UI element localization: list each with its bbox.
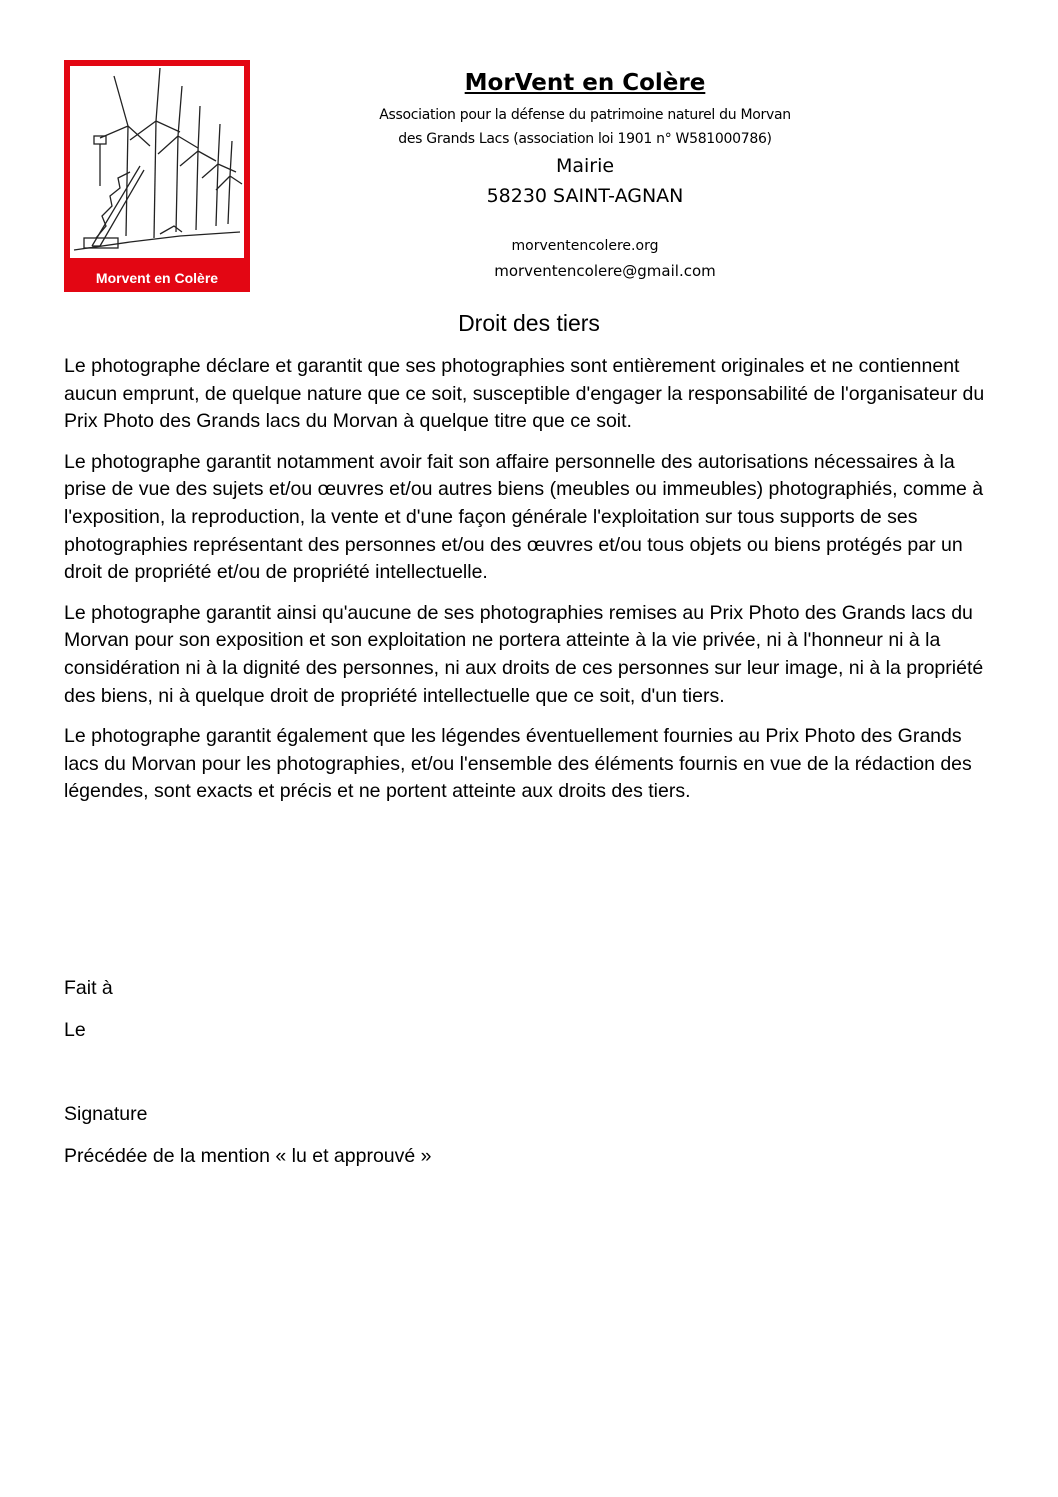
website-link[interactable]: morventencolere.org [511, 238, 659, 254]
date-field-label: Le [64, 1019, 86, 1041]
place-field-label: Fait à [64, 977, 113, 999]
email-link[interactable]: morventencolere@gmail.com [494, 262, 716, 280]
wind-turbines-illustration [70, 66, 244, 258]
organization-description-line1: Association pour la défense du patrimoine naturel du Morvan [379, 107, 791, 123]
association-logo [64, 60, 250, 292]
logo-caption: Morvent en Colère [95, 270, 219, 286]
signature-label: Signature [64, 1103, 148, 1125]
document-title: Droit des tiers [458, 310, 600, 336]
organization-name: MorVent en Colère [464, 70, 706, 96]
organization-description-line2: des Grands Lacs (association loi 1901 n° W581000786) [398, 131, 772, 147]
paragraph: Le photographe garantit également que les légendes éventuellement fournies au Prix Photo des Grands lacs du Morvan pour les photographies, et/ou l'ensemble des éléments fournis en vue de la rédaction des légendes, sont exacts et précis et ne portent atteinte aux droits des tiers. [64, 725, 972, 803]
address-line1: Mairie [555, 155, 615, 177]
signature-mention: Précédée de la mention « lu et approuvé » [64, 1145, 432, 1167]
wind-turbine-icon [70, 66, 244, 258]
document-body [64, 353, 994, 819]
paragraph: Le photographe déclare et garantit que ses photographies sont entièrement originales et ne contiennent aucun emprunt, de quelque nature que ce soit, susceptible d'engager la responsabilité de l'organisateur du Prix Photo des Grands lacs du Morvan à quelque titre que ce soit. [64, 355, 985, 433]
paragraph: Le photographe garantit notamment avoir fait son affaire personnelle des autorisations nécessaires à la prise de vue des sujets et/ou œuvres et/ou autres biens (meubles ou immeubles) photographiés, comme à l'exposition, la reproduction, la vente et d'une façon générale l'exploitation sur tous supports de ses photographies représentant des personnes et/ou des œuvres et/ou tous objets ou biens protégés par un droit de propriété et/ou de propriété intellectuelle. [64, 450, 984, 584]
address-line2: 58230 SAINT-AGNAN [486, 185, 684, 207]
paragraph: Le photographe garantit ainsi qu'aucune de ses photographies remises au Prix Photo des Grands lacs du Morvan pour son exposition et son exploitation ne portera atteinte à la vie privée, ni à l'honneur ni à la considération ni à la dignité des personnes, ni aux droits de ces personnes sur leur image, ni à la propriété des biens, ni à quelque droit de propriété intellectuelle que ce soit, d'un tiers. [64, 601, 984, 707]
